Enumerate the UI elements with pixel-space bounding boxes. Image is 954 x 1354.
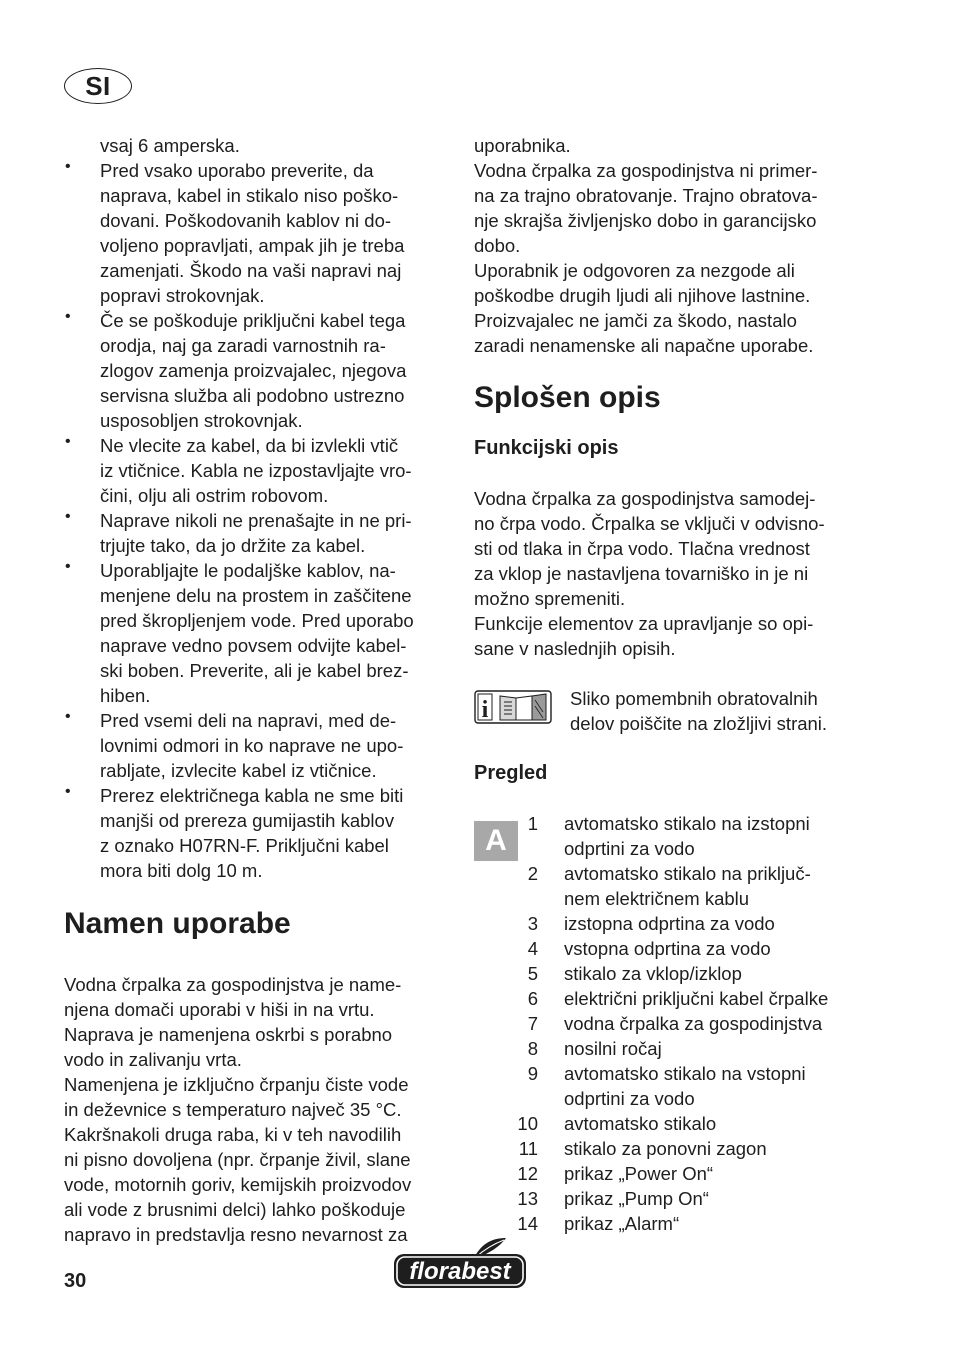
continuation-text-line: nje skrajša življenjsko dobo in garancijsko	[474, 210, 817, 231]
funkcijski-text-line: Funkcije elementov za upravljanje so opi-	[474, 613, 814, 634]
language-badge: SI	[64, 68, 132, 104]
overview-item-label: nem električnem kablu	[564, 888, 750, 909]
continuation-text-line: poškodbe drugih ljudi ali njihove lastnine.	[474, 285, 811, 306]
figure-marker-a: A	[474, 821, 518, 861]
bullet-line: naprava, kabel in stikalo niso poško-	[100, 185, 399, 206]
bullet-line: mora biti dolg 10 m.	[100, 860, 263, 881]
overview-item	[474, 1011, 874, 1036]
bullet-line: • Prerez električnega kabla ne sme biti	[100, 785, 404, 806]
overview-item	[474, 986, 874, 1011]
continuation-text-line: uporabnika.	[474, 135, 571, 156]
overview-item	[474, 1161, 874, 1186]
overview-item-number: 7	[527, 1013, 538, 1034]
overview-item-number: 2	[527, 863, 538, 884]
bullet-line: z oznako H07RN-F. Priključni kabel	[100, 835, 389, 856]
overview-item	[474, 911, 874, 936]
overview-item-label: odprtini za vodo	[564, 1088, 695, 1109]
bullet-line: • Pred vsako uporabo preverite, da	[100, 160, 374, 181]
overview-item	[474, 961, 874, 986]
bullet-line: čini, olju ali ostrim robovom.	[100, 485, 329, 506]
namen-text-line: vodo in zalivanju vrta.	[64, 1049, 242, 1070]
overview-item-label: vodna črpalka za gospodinjstva	[564, 1013, 823, 1034]
bullet-line: rabljate, izvlecite kabel iz vtičnice.	[100, 760, 377, 781]
namen-text-line: Namenjena je izključno črpanju čiste vode	[64, 1074, 409, 1095]
namen-text-line: in deževnice s temperaturo največ 35 °C.	[64, 1099, 402, 1120]
section-heading-splosen: Splošen opis	[474, 381, 661, 414]
overview-item-label: prikaz „Pump On“	[564, 1188, 709, 1209]
overview-item	[474, 1136, 874, 1161]
continuation-text-line: Proizvajalec ne jamči za škodo, nastalo	[474, 310, 797, 331]
page-number: 30	[64, 1270, 87, 1292]
overview-item-number: 10	[517, 1113, 538, 1134]
svg-text:i: i	[481, 697, 489, 723]
overview-item-number: 11	[518, 1138, 538, 1159]
info-note	[474, 686, 874, 736]
overview-item-label: izstopna odprtina za vodo	[564, 913, 775, 934]
overview-item	[474, 1211, 874, 1236]
overview-item-number: 12	[517, 1163, 538, 1184]
continuation-text-line: Vodna črpalka za gospodinjstva ni primer-	[474, 160, 818, 181]
overview-item-label: električni priključni kabel črpalke	[564, 988, 829, 1009]
bullet-line: • Pred vsemi deli na napravi, med de-	[100, 710, 397, 731]
namen-text-line: Naprava je namenjena oskrbi s porabno	[64, 1024, 393, 1045]
bullet-line: usposobljen strokovnjak.	[100, 410, 303, 431]
bullet-line: naprave vedno povsem odvijte kabel-	[100, 635, 407, 656]
overview-item-number: 6	[527, 988, 538, 1009]
overview-item-number: 13	[517, 1188, 538, 1209]
bullet-line: menjene delu na prostem in zaščitene	[100, 585, 412, 606]
bullet-item	[64, 158, 454, 308]
bullet-line: trjujte tako, da jo držite za kabel.	[100, 535, 366, 556]
overview-item-label: vstopna odprtina za vodo	[564, 938, 771, 959]
continuation-text-line: na za trajno obratovanje. Trajno obratova-	[474, 185, 818, 206]
funkcijski-text-line: Vodna črpalka za gospodinjstva samodej-	[474, 488, 816, 509]
bullet-line: voljeno popravljati, ampak jih je treba	[100, 235, 405, 256]
bullet-line: popravi strokovnjak.	[100, 285, 265, 306]
overview-item-label: avtomatsko stikalo na vstopni	[564, 1063, 806, 1084]
info-book-icon	[474, 690, 552, 724]
bullet-line: • Naprave nikoli ne prenašajte in ne pri-	[100, 510, 412, 531]
bullet-item	[64, 508, 454, 558]
bullet-item	[64, 433, 454, 508]
info-text	[570, 686, 880, 736]
overview-item-number: 9	[527, 1063, 538, 1084]
overview-item-label: stikalo za vklop/izklop	[564, 963, 742, 984]
intro-line: vsaj 6 amperska.	[100, 135, 240, 156]
overview-item-label: nosilni ročaj	[564, 1038, 662, 1059]
overview-item-label: avtomatsko stikalo	[564, 1113, 717, 1134]
bullet-item	[64, 558, 454, 708]
bullet-line: zlogov zamenja proizvajalec, njegova	[100, 360, 407, 381]
bullet-line: zamenjati. Škodo na vaši napravi naj	[100, 260, 402, 281]
bullet-item	[64, 308, 454, 433]
subheading-pregled: Pregled	[474, 762, 548, 784]
namen-text-line: vode, motornih goriv, kemijskih proizvodov	[64, 1174, 412, 1195]
bullet-line: manjši od prereza gumijastih kablov	[100, 810, 395, 831]
overview-item	[474, 1036, 874, 1061]
info-text-line: delov poiščite na zložljivi strani.	[570, 713, 828, 734]
overview-item	[474, 861, 874, 911]
overview-item-label: stikalo za ponovni zagon	[564, 1138, 767, 1159]
overview-item-number: 5	[527, 963, 538, 984]
funkcijski-text-line: za vklop je nastavljena tovarniško in je ni	[474, 563, 809, 584]
info-text-line: Sliko pomembnih obratovalnih	[570, 688, 818, 709]
bullet-line: ski boben. Preverite, ali je kabel brez-	[100, 660, 409, 681]
overview-item-number: 3	[527, 913, 538, 934]
funkcijski-text-line: sane v naslednjih opisih.	[474, 638, 676, 659]
bullet-line: • Uporabljajte le podaljške kablov, na-	[100, 560, 396, 581]
overview-item	[474, 1186, 874, 1211]
bullet-line: servisna služba ali podobno ustrezno	[100, 385, 405, 406]
overview-item-number: 14	[517, 1213, 538, 1234]
bullet-item	[64, 708, 454, 783]
overview-item	[474, 1061, 874, 1111]
funkcijski-text-line: no črpa vodo. Črpalka se vključi v odvisno-	[474, 513, 825, 534]
continuation-text-line: dobo.	[474, 235, 521, 256]
right-column	[474, 133, 874, 1236]
bullet-item	[64, 783, 454, 883]
overview-item-label: prikaz „Power On“	[564, 1163, 714, 1184]
bullet-line: pred škropljenjem vode. Pred uporabo	[100, 610, 414, 631]
overview-item	[474, 1111, 874, 1136]
overview-item	[474, 936, 874, 961]
bullet-line: orodja, naj ga zaradi varnostnih ra-	[100, 335, 386, 356]
namen-text-line: ali vode z brusnimi delci) lahko poškoduje	[64, 1199, 406, 1220]
bullet-line: • Če se poškoduje priključni kabel tega	[100, 310, 406, 331]
overview-list	[474, 811, 874, 1236]
funkcijski-text-line: sti od tlaka in črpa vodo. Tlačna vrednost	[474, 538, 810, 559]
bullet-line: lovnimi odmori in ko naprave ne upo-	[100, 735, 404, 756]
overview-item-label: avtomatsko stikalo na priključ-	[564, 863, 811, 884]
namen-text-line: napravo in predstavlja resno nevarnost za	[64, 1224, 408, 1245]
bullet-line: iz vtičnice. Kabla ne izpostavljajte vro-	[100, 460, 412, 481]
bullet-line: • Ne vlecite za kabel, da bi izvlekli vtič	[100, 435, 399, 456]
overview-item-number: 8	[527, 1038, 538, 1059]
bullet-line: dovani. Poškodovanih kablov ni do-	[100, 210, 392, 231]
overview-item	[474, 811, 874, 861]
left-column	[64, 133, 454, 1247]
section-heading-namen: Namen uporabe	[64, 907, 291, 940]
overview-item-label: odprtini za vodo	[564, 838, 695, 859]
continuation-text-line: Uporabnik je odgovoren za nezgode ali	[474, 260, 795, 281]
bullet-line: hiben.	[100, 685, 151, 706]
namen-text-line: njena domači uporabi v hiši in na vrtu.	[64, 999, 375, 1020]
funkcijski-text-line: možno spremeniti.	[474, 588, 626, 609]
overview-item-number: 1	[527, 813, 538, 834]
florabest-logo	[390, 1236, 530, 1292]
continuation-text-line: zaradi nenamenske ali napačne uporabe.	[474, 335, 814, 356]
namen-text-line: Vodna črpalka za gospodinjstva je name-	[64, 974, 402, 995]
overview-item-label: prikaz „Alarm“	[564, 1213, 680, 1234]
namen-text-line: ni pisno dovoljena (npr. črpanje živil, slane	[64, 1149, 411, 1170]
subheading-funkcijski: Funkcijski opis	[474, 437, 619, 459]
overview-item-label: avtomatsko stikalo na izstopni	[564, 813, 810, 834]
overview-item-number: 4	[527, 938, 538, 959]
svg-text:florabest: florabest	[409, 1258, 511, 1285]
namen-text-line: Kakršnakoli druga raba, ki v teh navodilih	[64, 1124, 402, 1145]
